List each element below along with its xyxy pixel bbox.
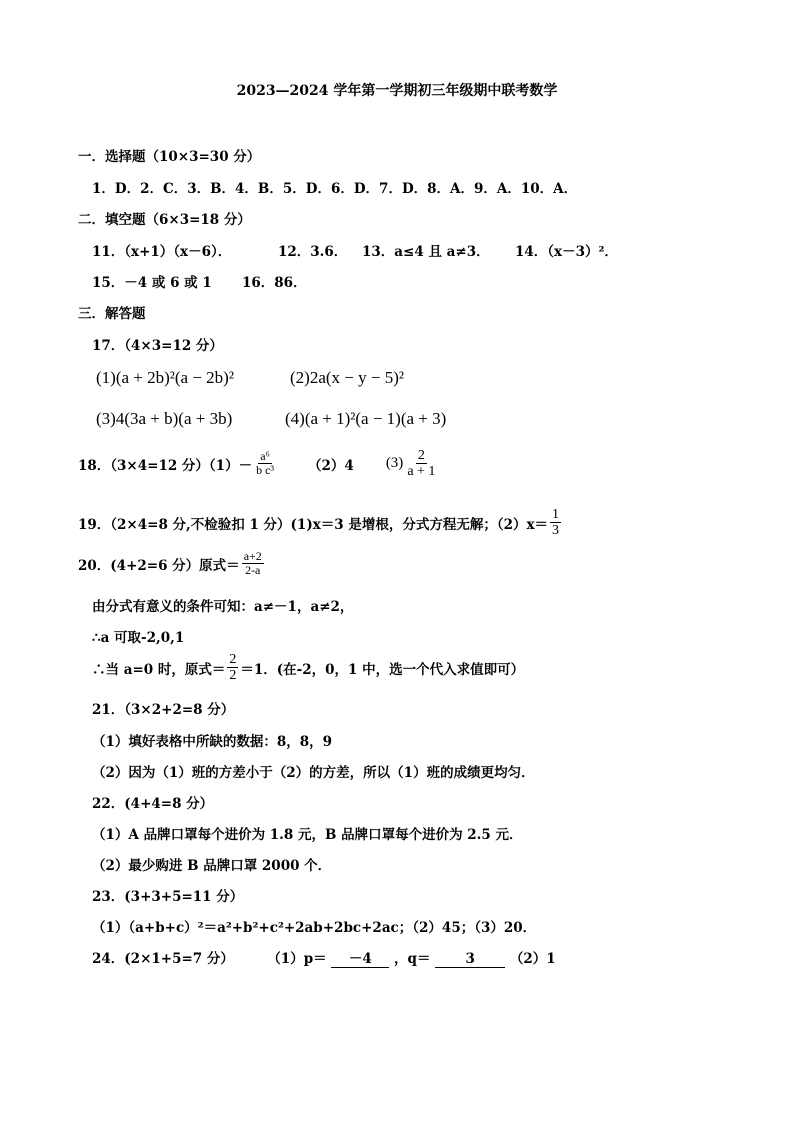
fraction-denominator: 2-a — [245, 563, 261, 578]
fraction-denominator: a + 1 — [407, 464, 436, 480]
section-2-heading: 二．填空题（6×3=18 分） — [78, 212, 251, 228]
q23-heading: 23．(3+3+5=11 分） — [92, 889, 244, 905]
q20-line-4-post: ＝1．(在-2，0，1 中，选一个代入求值即可） — [240, 661, 525, 678]
q16-answer: 16．86． — [242, 275, 307, 291]
q18-fraction-3 — [405, 448, 437, 480]
q20-line-2: 由分式有意义的条件可知：a≠－1，a≠2， — [92, 599, 354, 615]
q24-line — [92, 947, 556, 968]
q13-answer: 13．a≤4 且 a≠3． — [362, 244, 490, 260]
q18-fraction-1 — [254, 450, 276, 477]
q24-heading: 24．(2×1+5=7 分） — [92, 951, 234, 967]
q17-answer-2: (2)2a(x − y − 5)² — [290, 368, 404, 387]
q20-fraction — [242, 550, 264, 577]
fraction-numerator: 2 — [229, 652, 237, 667]
q21-part-2: （2）因为（1）班的方差小于（2）的方差，所以（1）班的成绩更均匀． — [92, 765, 535, 781]
q20-line-4 — [92, 652, 524, 684]
section-1-heading: 一．选择题（10×3=30 分） — [78, 149, 261, 165]
q14-answer: 14．（x－3）²． — [515, 244, 618, 260]
q24-part-2: （2）1 — [509, 951, 556, 967]
q20-line-3: ∴a 可取-2,0,1 — [92, 630, 185, 646]
q21-part-1: （1）填好表格中所缺的数据：8，8，9 — [92, 734, 333, 750]
q23-part-1: （1）（a+b+c）²＝a²+b²+c²+2ab+2bc+2ac；（2）45；（3）20． — [92, 920, 537, 936]
fraction-denominator: 3 — [552, 523, 560, 539]
fraction-numerator: a+2 — [243, 549, 262, 563]
q20-line-4-fraction — [227, 652, 238, 684]
q20-heading: 20．(4+2=6 分）原式＝ — [78, 557, 240, 574]
q18-line — [78, 448, 439, 480]
section-3-heading: 三．解答题 — [78, 306, 146, 322]
q19-fraction — [550, 507, 561, 539]
page-title: 2023—2024 学年第一学期初三年级期中联考数学 — [236, 83, 558, 99]
section-1-answers: 1．D．2．C．3．B．4．B．5．D．6．D．7．D．8．A．9．A．10．A． — [92, 181, 578, 197]
q19-line — [78, 507, 563, 539]
q24-p-label: （1）p＝ — [267, 951, 327, 967]
fraction-denominator: 2 — [229, 668, 237, 684]
q15-answer: 15．－4 或 6 或 1 — [92, 275, 212, 291]
q18-heading: 18．（3×4=12 分）（1）－ — [78, 457, 253, 474]
q22-heading: 22．(4+4=8 分） — [92, 796, 214, 812]
q17-answer-1: (1)(a + 2b)²(a − 2b)² — [96, 368, 234, 387]
fraction-numerator: 1 — [552, 507, 560, 522]
fraction-denominator: b c³ — [256, 463, 275, 478]
fraction-numerator: a⁶ — [260, 449, 270, 464]
q24-q-label: ，q＝ — [394, 951, 431, 967]
q17-answer-3: (3)4(3a + b)(a + 3b) — [96, 409, 233, 428]
q20-line-1 — [78, 550, 266, 577]
q20-line-4-pre: ∴当 a=0 时，原式＝ — [92, 661, 226, 678]
q18-part-3-label: (3) — [385, 455, 404, 472]
q22-part-1: （1）A 品牌口罩每个进价为 1.8 元，B 品牌口罩每个进价为 2.5 元． — [92, 827, 523, 843]
q11-answer: 11．（x+1）（x－6）． — [92, 244, 232, 260]
q22-part-2: （2）最少购进 B 品牌口罩 2000 个． — [92, 858, 332, 874]
q19-text: 19．（2×4=8 分,不检验扣 1 分）(1)x＝3 是增根，分式方程无解；（2）x＝ — [78, 516, 549, 533]
q18-part-2: （2）4 — [308, 457, 354, 474]
q24-q-value: 3 — [435, 951, 505, 968]
q17-answer-4: (4)(a + 1)²(a − 1)(a + 3) — [285, 409, 447, 428]
fraction-numerator: 2 — [417, 448, 425, 463]
q17-heading: 17．（4×3=12 分） — [92, 338, 223, 354]
q24-p-value: －4 — [331, 947, 389, 968]
q21-heading: 21．（3×2+2=8 分） — [92, 702, 235, 718]
q12-answer: 12．3.6． — [278, 244, 348, 260]
